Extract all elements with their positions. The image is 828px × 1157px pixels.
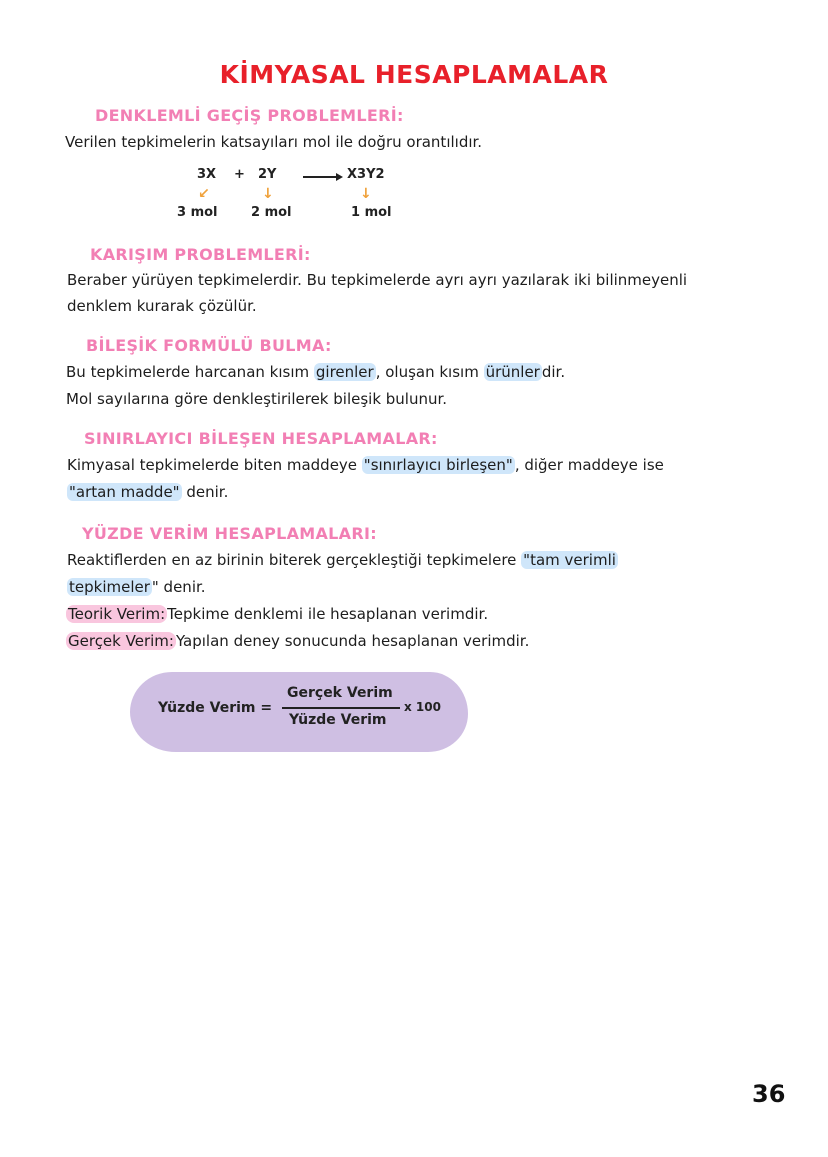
arrow-down-icon: ↓ xyxy=(360,186,372,202)
highlight-tam-verimli: "tam verimli xyxy=(523,551,616,569)
text-sinirlayici-2: "artan madde" denir. xyxy=(69,483,229,501)
label-teorik-verim: Teorik Verim: xyxy=(68,605,166,623)
arrow-down-icon: ↓ xyxy=(262,186,274,202)
text-karisim-2: denklem kurarak çözülür. xyxy=(67,297,257,315)
text-sinirlayici-1: Kimyasal tepkimelerde biten maddeye "sınırlayıcı birleşen" , diğer maddeye ise xyxy=(67,456,664,474)
text-teorik: Teorik Verim: Tepkime denklemi ile hesaplanan verimdir. xyxy=(68,605,489,623)
page-title: KİMYASAL HESAPLAMALAR xyxy=(219,60,609,89)
text-gercek: Gerçek Verim: Yapılan deney sonucunda hesaplanan verimdir. xyxy=(68,632,530,650)
arrow-down-icon: ↙ xyxy=(198,186,210,202)
reaction-arrow xyxy=(303,176,337,178)
eq-plus: + xyxy=(234,167,245,182)
eq-term1: 3X xyxy=(197,167,217,182)
eq-term2: 2Y xyxy=(258,167,277,182)
heading-yuzde: YÜZDE VERİM HESAPLAMALARI: xyxy=(82,524,377,543)
formula-numerator: Gerçek Verim xyxy=(287,685,393,701)
text-bilesik-1: Bu tepkimelerde harcanan kısım girenler , oluşan kısım ürünler dir. xyxy=(66,363,566,381)
text-bilesik-2: Mol sayılarına göre denkleştirilerek bileşik bulunur. xyxy=(66,390,448,408)
heading-sinirlayici: SINIRLAYICI BİLEŞEN HESAPLAMALAR: xyxy=(84,429,438,448)
eq-product: X3Y2 xyxy=(347,167,385,182)
text-karisim-1: Beraber yürüyen tepkimelerdir. Bu tepkimelerde ayrı ayrı yazılarak iki bilinmeyenli xyxy=(67,271,688,289)
mol-label-2: 2 mol xyxy=(251,205,292,220)
mol-label-1: 3 mol xyxy=(177,205,218,220)
formula-lhs: Yüzde Verim = xyxy=(158,700,273,716)
highlight-girenler: girenler xyxy=(315,363,374,381)
mol-label-3: 1 mol xyxy=(351,205,392,220)
page-number: 36 xyxy=(752,1080,786,1108)
formula-multiplier: x 100 xyxy=(404,700,441,714)
label-gercek-verim: Gerçek Verim: xyxy=(68,632,174,650)
heading-karisim: KARIŞIM PROBLEMLERİ: xyxy=(90,245,311,264)
heading-denklemli: DENKLEMLİ GEÇİŞ PROBLEMLERİ: xyxy=(95,106,404,125)
heading-bilesik: BİLEŞİK FORMÜLÜ BULMA: xyxy=(86,336,332,355)
text-denklemli: Verilen tepkimelerin katsayıları mol ile doğru orantılıdır. xyxy=(65,133,483,151)
highlight-sinirlayici: "sınırlayıcı birleşen" xyxy=(363,456,513,474)
text-yuzde-2: tepkimeler " denir. xyxy=(69,578,206,596)
highlight-artan: "artan madde" xyxy=(69,483,180,501)
fraction-line xyxy=(282,707,400,709)
highlight-tepkimeler: tepkimeler xyxy=(69,578,150,596)
highlight-urunler: ürünler xyxy=(485,363,540,381)
text-yuzde-1: Reaktiflerden en az birinin biterek gerçekleştiği tepkimelere "tam verimli xyxy=(67,551,616,569)
reaction-arrow-head xyxy=(336,173,343,181)
formula-denominator: Yüzde Verim xyxy=(289,712,387,728)
